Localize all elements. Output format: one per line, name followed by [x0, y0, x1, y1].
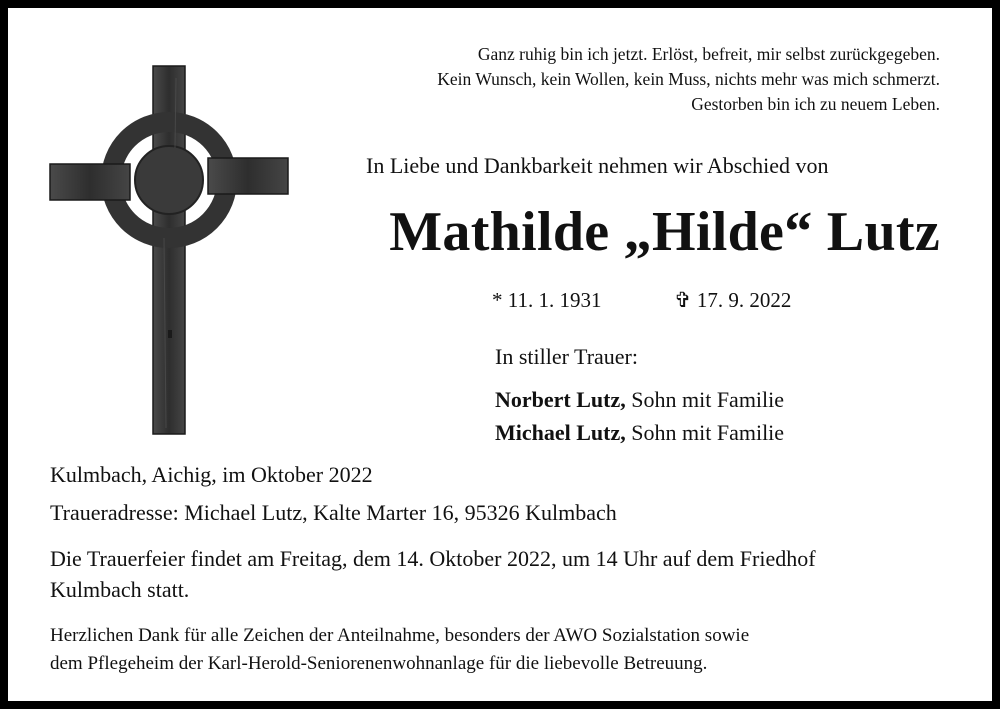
- mourner-name: Norbert Lutz,: [495, 387, 626, 412]
- ceremony-line: Die Trauerfeier findet am Freitag, dem 14. Oktober 2022, um 14 Uhr auf dem Friedhof: [50, 546, 816, 571]
- celtic-cross-icon: [44, 58, 294, 438]
- thanks-note: [50, 622, 970, 678]
- ceremony-line: Kulmbach statt.: [50, 577, 190, 602]
- mourning-address: Traueradresse: Michael Lutz, Kalte Marter 16, 95326 Kulmbach: [50, 500, 617, 525]
- poem-line: Kein Wunsch, kein Wollen, kein Muss, nichts mehr was mich schmerzt.: [437, 69, 940, 89]
- death-date: [674, 288, 791, 313]
- mourner-entry: [495, 383, 784, 416]
- mourner-name: Michael Lutz,: [495, 420, 626, 445]
- birth-date: [492, 288, 601, 313]
- place-date: Kulmbach, Aichig, im Oktober 2022: [50, 462, 373, 487]
- mourners-list: [495, 383, 784, 449]
- death-date-value: 17. 9. 2022: [696, 288, 792, 312]
- birth-date-value: 11. 1. 1931: [507, 288, 602, 312]
- mourner-relation: Sohn mit Familie: [631, 420, 785, 445]
- poem: [437, 42, 940, 117]
- poem-line: Ganz ruhig bin ich jetzt. Erlöst, befreit, mir selbst zurückgegeben.: [477, 44, 940, 64]
- intro-text: In Liebe und Dankbarkeit nehmen wir Abschied von: [366, 153, 829, 178]
- mourners-label: In stiller Trauer:: [495, 344, 638, 369]
- mourner-relation: Sohn mit Familie: [631, 387, 785, 412]
- funeral-service-info: [50, 543, 970, 605]
- thanks-line: Herzlichen Dank für alle Zeichen der Anteilnahme, besonders der AWO Sozialstation sowie: [50, 625, 750, 646]
- mourner-entry: [495, 416, 784, 449]
- poem-line: Gestorben bin ich zu neuem Leben.: [691, 94, 940, 114]
- birth-symbol: *: [492, 288, 503, 312]
- deceased-name: Mathilde „Hilde“ Lutz: [389, 201, 940, 263]
- death-cross-icon: ✞: [674, 288, 692, 312]
- thanks-line: dem Pflegeheim der Karl-Herold-Seniorenenwohnanlage für die liebevolle Betreuung.: [50, 653, 708, 674]
